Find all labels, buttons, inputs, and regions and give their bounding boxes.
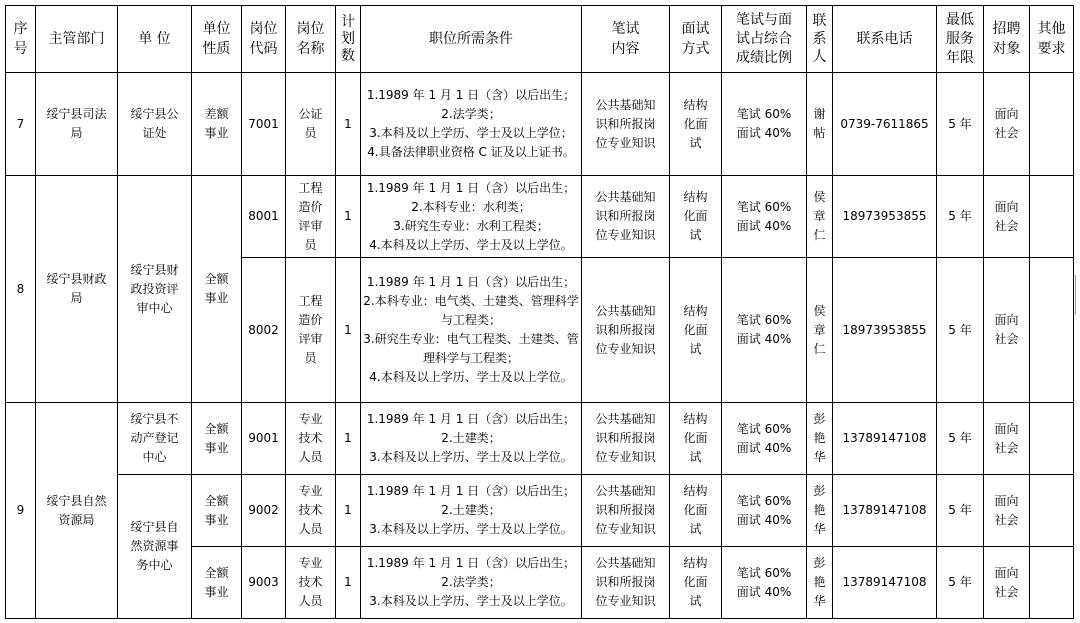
cell-target: 面向 社会 [984,73,1030,176]
cell-name: 专业 技术 人员 [286,475,336,547]
header-phone: 联系电话 [833,6,937,73]
req-line: 1.1989 年 1 月 1 日（含）以后出生； [366,484,576,498]
req-line: 2.土建类； [441,503,501,517]
cell-ratio: 笔试 60% 面试 40% [722,403,807,475]
cell-unit: 绥宁县不 动产登记 中心 [118,403,192,475]
cell-target: 面向 社会 [984,547,1030,619]
req-line: 1.1989 年 1 月 1 日（含）以后出生； [366,180,576,195]
cell-name: 公证 员 [286,73,336,176]
cell-seq: 9 [6,403,36,619]
cell-phone: 13789147108 [833,547,937,619]
cell-other [1030,258,1074,403]
cell-code: 8001 [242,176,286,258]
cell-ratio: 笔试 60% 面试 40% [722,73,807,176]
cell-other [1030,403,1074,475]
table-row [6,176,1074,258]
cell-years: 5 年 [937,403,984,475]
cell-code: 9003 [242,547,286,619]
req-line: 3.本科及以上学历、学士及以上学位。 [369,522,573,536]
cell-unit-type: 差额 事业 [192,73,242,176]
header-interview: 面试 方式 [670,6,722,73]
cell-ratio: 笔试 60% 面试 40% [722,176,807,258]
cell-ratio: 笔试 60% 面试 40% [722,475,807,547]
header-unit-type: 单位 性质 [192,6,242,73]
req-line: 3.本科及以上学历、学士及以上学位。 [369,450,573,464]
header-req: 职位所需条件 [361,6,582,73]
cell-req [361,258,582,403]
cell-plan: 1 [336,547,361,619]
cell-interview: 结构 化面 试 [670,475,722,547]
cell-written: 公共基础知 识和所报岗 位专业知识 [582,547,670,619]
cell-name: 专业 技术 人员 [286,403,336,475]
req-line: 1.1989 年 1 月 1 日（含）以后出生； [366,275,576,289]
cell-written: 公共基础知 识和所报岗 位专业知识 [582,176,670,258]
cell-unit-type: 全额 事业 [192,403,242,475]
req-line: 4.具备法律职业资格 C 证及以上证书。 [367,145,575,159]
cell-years: 5 年 [937,475,984,547]
req-line: 4.本科及以上学历、学士及以上学位。 [369,370,573,384]
table-row [6,475,1074,547]
cell-written: 公共基础知 识和所报岗 位专业知识 [582,475,670,547]
cell-contact: 彭 艳 华 [807,547,833,619]
table-row [6,403,1074,475]
req-line: 2.本科专业：水利类； [411,199,531,214]
cell-code: 9001 [242,403,286,475]
cell-phone: 13789147108 [833,403,937,475]
header-plan: 计 划 数 [336,6,361,73]
cell-unit: 绥宁县自 然资源事 务中心 [118,475,192,619]
cell-seq: 7 [6,73,36,176]
header-name: 岗位 名称 [286,6,336,73]
req-line: 1.1989 年 1 月 1 日（含）以后出生； [366,556,576,570]
table-row [6,73,1074,176]
cell-contact: 谢 帖 [807,73,833,176]
cell-req [361,475,582,547]
cell-interview: 结构 化面 试 [670,73,722,176]
cell-interview: 结构 化面 试 [670,547,722,619]
cell-phone: 0739-7611865 [833,73,937,176]
cell-years: 5 年 [937,547,984,619]
cell-unit-type: 全额 事业 [192,547,242,619]
cell-interview: 结构 化面 试 [670,258,722,403]
header-other: 其他 要求 [1030,6,1074,73]
cell-other [1030,547,1074,619]
cell-years: 5 年 [937,176,984,258]
cell-plan: 1 [336,258,361,403]
cell-dept: 绥宁县自然 资源局 [36,403,118,619]
cell-dept: 绥宁县司法 局 [36,73,118,176]
header-unit: 单 位 [118,6,192,73]
header-row [6,6,1074,73]
req-line: 1.1989 年 1 月 1 日（含）以后出生； [366,88,576,102]
page-edge-marker [1075,275,1080,315]
header-seq: 序 号 [6,6,36,73]
cell-ratio: 笔试 60% 面试 40% [722,547,807,619]
cell-written: 公共基础知 识和所报岗 位专业知识 [582,258,670,403]
cell-name: 工程 造价 评审 员 [286,176,336,258]
cell-unit-type: 全额 事业 [192,475,242,547]
cell-contact: 侯 章 仁 [807,176,833,258]
cell-name: 专业 技术 人员 [286,547,336,619]
cell-seq: 8 [6,176,36,403]
cell-req [361,403,582,475]
req-line: 2.本科专业：电气类、土建类、管理科学与工程类； [363,294,579,327]
cell-written: 公共基础知 识和所报岗 位专业知识 [582,73,670,176]
cell-plan: 1 [336,403,361,475]
cell-other [1030,475,1074,547]
req-line: 2.法学类； [441,107,501,121]
cell-interview: 结构 化面 试 [670,403,722,475]
cell-target: 面向 社会 [984,403,1030,475]
cell-plan: 1 [336,475,361,547]
header-ratio: 笔试与面 试占综合 成绩比例 [722,6,807,73]
req-line: 4.本科及以上学历、学士及以上学位。 [369,237,573,252]
cell-dept: 绥宁县财政 局 [36,176,118,403]
cell-req [361,547,582,619]
cell-target: 面向 社会 [984,176,1030,258]
req-line: 3.本科及以上学历、学士及以上学位。 [369,594,573,608]
cell-target: 面向 社会 [984,258,1030,403]
req-line: 3.本科及以上学历、学士及以上学位； [369,126,573,140]
header-target: 招聘 对象 [984,6,1030,73]
req-line: 1.1989 年 1 月 1 日（含）以后出生； [366,412,576,426]
cell-years: 5 年 [937,258,984,403]
header-code: 岗位 代码 [242,6,286,73]
cell-unit: 绥宁县财 政投资评 审中心 [118,176,192,403]
req-line: 3.研究生专业：电气工程类、土建类、管理科学与工程类； [363,332,579,365]
cell-contact: 彭 艳 华 [807,475,833,547]
req-line: 2.土建类； [441,431,501,445]
cell-code: 8002 [242,258,286,403]
header-years: 最低 服务 年限 [937,6,984,73]
cell-unit: 绥宁县公 证处 [118,73,192,176]
cell-phone: 18973953855 [833,176,937,258]
cell-unit-type: 全额 事业 [192,176,242,403]
header-written: 笔试 内容 [582,6,670,73]
cell-written: 公共基础知 识和所报岗 位专业知识 [582,403,670,475]
cell-phone: 13789147108 [833,475,937,547]
cell-ratio: 笔试 60% 面试 40% [722,258,807,403]
job-table [5,5,1074,619]
req-line: 2.法学类； [441,575,501,589]
cell-interview: 结构 化面 试 [670,176,722,258]
cell-plan: 1 [336,73,361,176]
header-contact: 联 系 人 [807,6,833,73]
cell-contact: 侯 章 仁 [807,258,833,403]
cell-other [1030,176,1074,258]
cell-name: 工程 造价 评审 员 [286,258,336,403]
header-dept: 主管部门 [36,6,118,73]
cell-code: 9002 [242,475,286,547]
cell-req [361,176,582,258]
cell-years: 5 年 [937,73,984,176]
cell-target: 面向 社会 [984,475,1030,547]
cell-plan: 1 [336,176,361,258]
cell-other [1030,73,1074,176]
cell-phone: 18973953855 [833,258,937,403]
cell-req [361,73,582,176]
req-line: 3.研究生专业：水利工程类； [393,218,549,233]
cell-code: 7001 [242,73,286,176]
cell-contact: 彭 艳 华 [807,403,833,475]
